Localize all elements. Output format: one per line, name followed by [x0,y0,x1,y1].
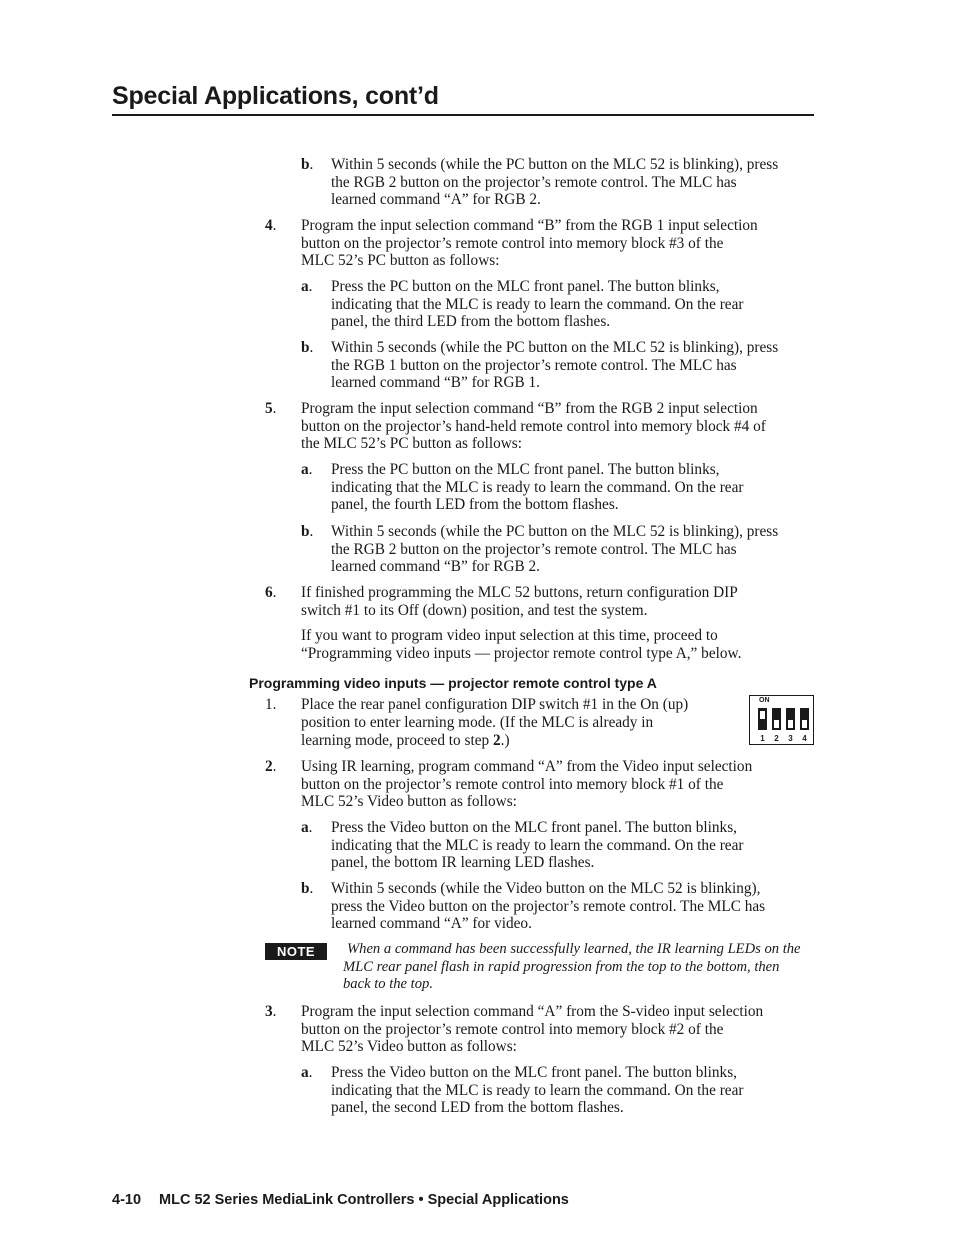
step-text-line: “Programming video inputs — projector remote control type A,” below. [301,644,742,662]
step-marker: 3. [265,1003,277,1020]
note-badge: NOTE [265,943,327,960]
step-text-line: learned command “B” for RGB 1. [331,374,540,392]
step-text-line: button on the projector’s remote control into memory block #3 of the [301,234,724,252]
step-text-line: indicating that the MLC is ready to learn the command. On the rear [331,478,744,496]
step-text-line: learned command “A” for RGB 2. [331,191,541,209]
step-marker: a. [301,278,313,295]
step-1-line: Place the rear panel configuration DIP switch #1 in the On (up) [301,696,689,713]
step-marker: b. [301,339,314,356]
step-text-line: press the Video button on the projector’s remote control. The MLC has [331,897,766,915]
step-text-line: panel, the bottom IR learning LED flashes. [331,854,595,872]
dip-switch-2 [772,708,781,730]
step-text-line: Press the Video button on the MLC front panel. The button blinks, [331,1064,737,1081]
step-text-line: If finished programming the MLC 52 buttons, return configuration DIP [301,584,738,601]
step-text-line: Press the PC button on the MLC front panel. The button blinks, [331,278,720,295]
page-title: Special Applications, cont’d [112,82,439,110]
step-marker: b. [301,880,314,897]
step-marker: 4. [265,217,277,234]
step-text-line: Within 5 seconds (while the PC button on the MLC 52 is blinking), press [331,156,779,173]
step-text-line: Within 5 seconds (while the PC button on the MLC 52 is blinking), press [331,339,779,356]
step-text-line: Program the input selection command “B” from the RGB 2 input selection [301,400,758,417]
step-text-line: MLC 52’s Video button as follows: [301,1038,517,1056]
step-text-line: Press the PC button on the MLC front panel. The button blinks, [331,461,720,478]
step-marker: a. [301,819,313,836]
section-heading: Programming video inputs — projector remote control type A [249,675,657,691]
dip-switch-diagram [749,695,814,745]
step-text-line: switch #1 to its Off (down) position, and test the system. [301,601,648,619]
dip-switch-3 [786,708,795,730]
step-text-line: If you want to program video input selection at this time, proceed to [301,627,718,644]
note-text-line: back to the top. [343,976,433,992]
dip-switch-number: 3 [788,734,793,743]
step-text-line: Within 5 seconds (while the PC button on the MLC 52 is blinking), press [331,523,779,540]
step-text-line: MLC 52’s PC button as follows: [301,252,500,270]
step-text-line: indicating that the MLC is ready to learn the command. On the rear [331,295,744,313]
step-text-line: the RGB 1 button on the projector’s remote control. The MLC has [331,356,737,374]
step-text-line: Program the input selection command “A” from the S-video input selection [301,1003,764,1020]
dip-switch-1 [758,708,767,730]
step-text-line: the RGB 2 button on the projector’s remote control. The MLC has [331,540,737,558]
step-text-line: Within 5 seconds (while the Video button on the MLC 52 is blinking), [331,880,761,897]
step-text-line: button on the projector’s remote control into memory block #2 of the [301,1020,724,1038]
step-text-line: the RGB 2 button on the projector’s remote control. The MLC has [331,173,737,191]
step-text-line: learned command “B” for RGB 2. [331,558,540,576]
step-marker: b. [301,156,314,173]
step-marker: a. [301,1064,313,1081]
step-marker: 6. [265,584,277,601]
step-text-line: Program the input selection command “B” from the RGB 1 input selection [301,217,758,234]
step-marker: 5. [265,400,277,417]
page-number: 4-10 [112,1192,142,1208]
step-marker: a. [301,461,313,478]
step-text-line: the MLC 52’s PC button as follows: [301,435,522,453]
step-text-line: indicating that the MLC is ready to learn the command. On the rear [331,1081,744,1099]
note-text-line: MLC rear panel flash in rapid progression from the top to the bottom, then [343,959,780,975]
step-text-line: button on the projector’s hand-held remote control into memory block #4 of [301,417,766,435]
step-1-line: position to enter learning mode. (If the MLC is already in [301,714,654,731]
step-text-line: MLC 52’s Video button as follows: [301,793,517,811]
step-marker: b. [301,523,314,540]
step-text-line: panel, the second LED from the bottom flashes. [331,1099,624,1117]
step-marker: 2. [265,758,277,775]
step-text-line: indicating that the MLC is ready to learn the command. On the rear [331,836,744,854]
step-text-line: Using IR learning, program command “A” from the Video input selection [301,758,753,775]
step-text-line: button on the projector’s remote control into memory block #1 of the [301,775,724,793]
dip-switch-number: 1 [760,734,765,743]
title-rule [112,114,814,116]
step-1-marker: 1. [265,696,277,713]
step-text-line: panel, the fourth LED from the bottom flashes. [331,496,619,514]
step-1-line: learning mode, proceed to step 2.) [301,732,510,749]
step-text-line: learned command “A” for video. [331,915,532,933]
footer-text: MLC 52 Series MediaLink Controllers • Special Applications [159,1192,569,1208]
dip-switch-number: 4 [802,734,807,743]
dip-switch-number: 2 [774,734,779,743]
note-text-line: When a command has been successfully learned, the IR learning LEDs on the [347,941,801,957]
dip-switch-on-label: ON [759,697,770,704]
step-text-line: Press the Video button on the MLC front panel. The button blinks, [331,819,737,836]
dip-switch-4 [800,708,809,730]
step-text-line: panel, the third LED from the bottom flashes. [331,313,611,331]
page-footer [112,1191,569,1209]
